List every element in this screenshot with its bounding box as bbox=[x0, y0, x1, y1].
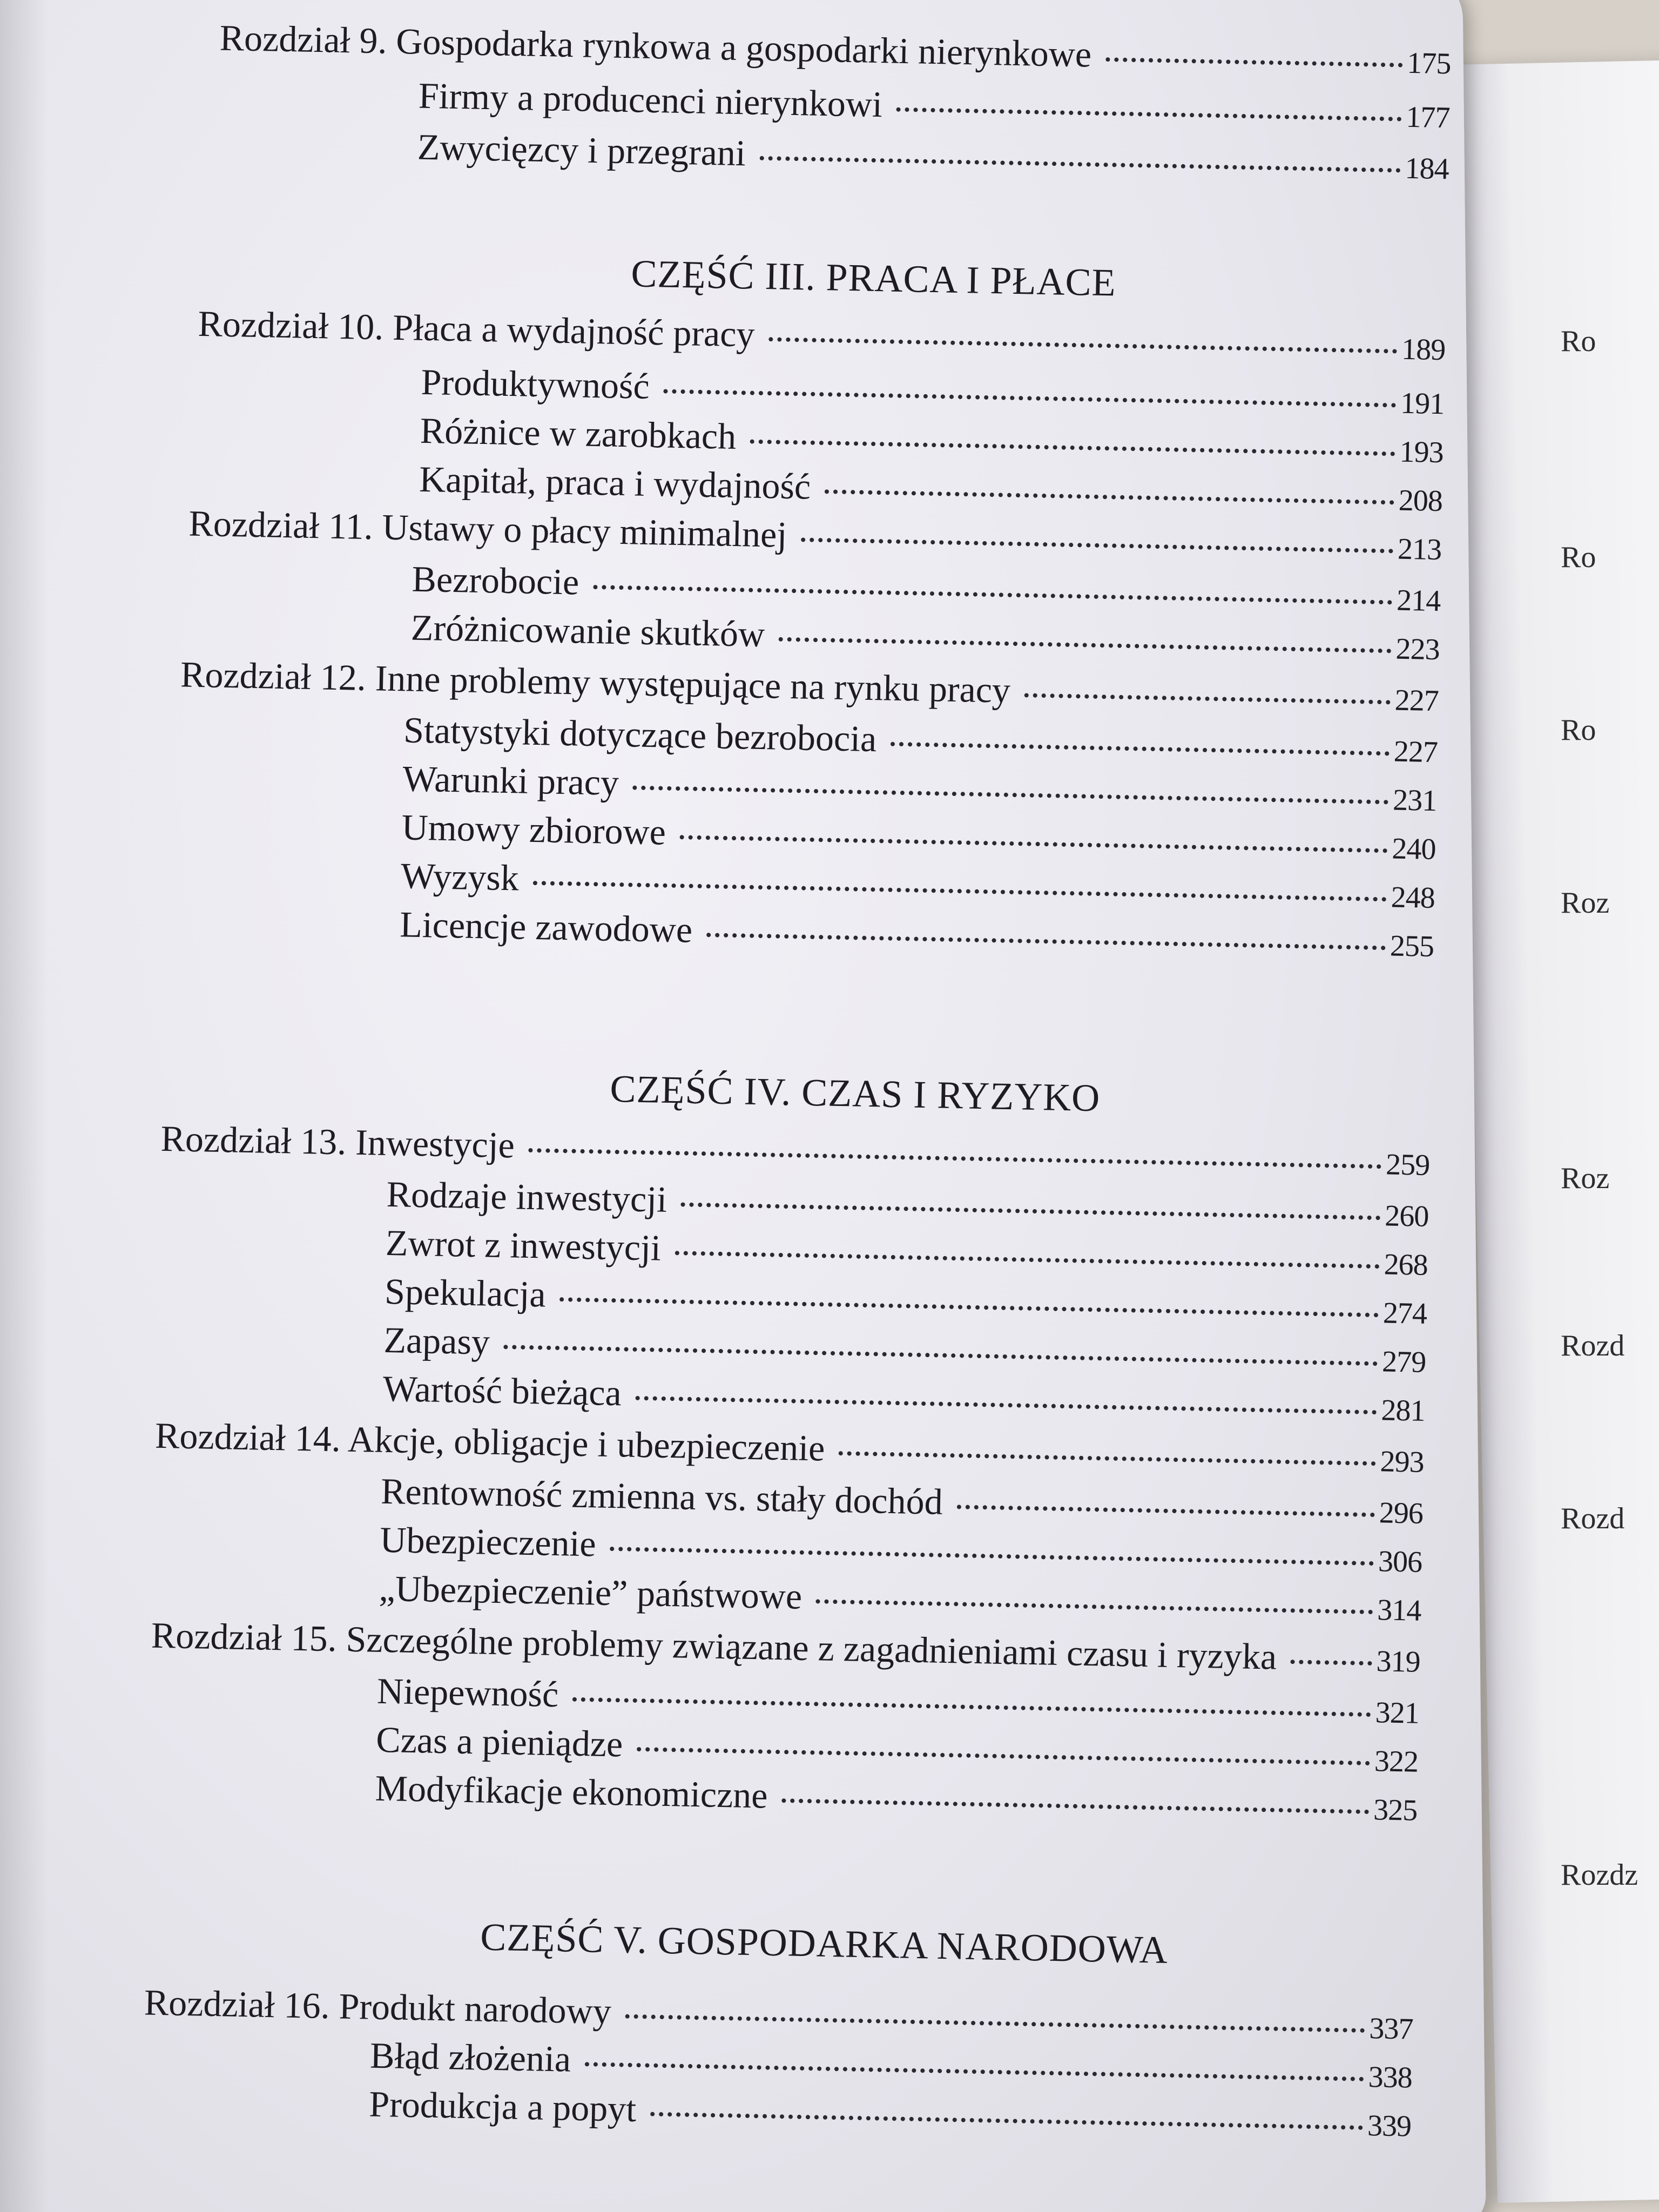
entry-title: Wartość bieżąca bbox=[382, 1367, 622, 1414]
dot-leader bbox=[779, 634, 1392, 653]
page-number: 321 bbox=[1375, 1696, 1420, 1730]
entry-title: Rozdział 11. Ustawy o płacy minimalnej bbox=[188, 502, 788, 555]
page-number: 223 bbox=[1395, 632, 1440, 667]
dot-leader bbox=[891, 739, 1390, 756]
dot-leader bbox=[572, 1694, 1371, 1717]
entry-title: Zwycięzcy i przegrani bbox=[417, 126, 746, 174]
dot-leader bbox=[825, 486, 1394, 504]
entry-title: Umowy zbiorowe bbox=[401, 806, 666, 853]
right-page-fragment: Rozdz bbox=[1561, 1858, 1638, 1892]
dot-leader bbox=[768, 334, 1397, 353]
right-page-fragment: Ro bbox=[1561, 541, 1596, 574]
page-number: 306 bbox=[1378, 1545, 1422, 1579]
dot-leader bbox=[816, 1596, 1373, 1614]
page-number: 189 bbox=[1401, 332, 1446, 367]
right-page-fragment: Rozd bbox=[1561, 1329, 1625, 1363]
dot-leader bbox=[1291, 1656, 1372, 1665]
page-number: 193 bbox=[1399, 435, 1444, 470]
page-number: 231 bbox=[1392, 783, 1437, 818]
dot-leader bbox=[650, 2109, 1363, 2130]
right-page-fragment: Roz bbox=[1561, 1162, 1610, 1195]
page-number: 191 bbox=[1400, 386, 1445, 421]
page-number: 255 bbox=[1390, 929, 1434, 964]
dot-leader bbox=[956, 1501, 1375, 1517]
page-number: 268 bbox=[1384, 1247, 1428, 1282]
page-number: 184 bbox=[1405, 151, 1449, 186]
entry-title: Zapasy bbox=[383, 1319, 490, 1363]
dot-leader bbox=[681, 1199, 1381, 1220]
entry-title: Rozdział 9. Gospodarka rynkowa a gospodarki nierynkowe bbox=[219, 17, 1092, 75]
dot-leader bbox=[750, 436, 1395, 456]
page-number: 319 bbox=[1375, 1644, 1421, 1679]
right-page-fragment: Roz bbox=[1561, 886, 1610, 920]
page-number: 279 bbox=[1381, 1345, 1426, 1379]
right-page-fragment: Ro bbox=[1561, 325, 1596, 358]
page-number: 208 bbox=[1398, 483, 1443, 518]
entry-title: Zwrot z inwestycji bbox=[385, 1222, 662, 1269]
dot-leader bbox=[839, 1448, 1376, 1466]
entry-title: Firmy a producenci nierynkowi bbox=[418, 75, 883, 125]
page-number: 339 bbox=[1367, 2109, 1412, 2143]
toc-entry bbox=[417, 126, 1449, 188]
entry-title: Statystyki dotyczące bezrobocia bbox=[403, 709, 878, 760]
dot-leader bbox=[585, 2059, 1364, 2081]
page-number: 325 bbox=[1373, 1793, 1418, 1827]
dot-leader bbox=[593, 582, 1392, 604]
toc-entry bbox=[418, 75, 1450, 137]
entry-title: Bezrobocie bbox=[411, 558, 580, 603]
dot-leader bbox=[680, 832, 1388, 853]
dot-leader bbox=[635, 1393, 1377, 1414]
dot-leader bbox=[1024, 690, 1391, 704]
toc-chapter bbox=[219, 17, 1451, 83]
page-number: 240 bbox=[1391, 832, 1437, 867]
page-number: 281 bbox=[1380, 1393, 1426, 1428]
toc-chapter bbox=[160, 1117, 1430, 1184]
dot-leader bbox=[533, 878, 1387, 901]
page-number: 322 bbox=[1374, 1744, 1419, 1779]
page-number: 314 bbox=[1377, 1593, 1421, 1628]
page-number: 260 bbox=[1384, 1199, 1429, 1233]
page-number: 175 bbox=[1406, 46, 1451, 81]
page-number: 227 bbox=[1393, 734, 1438, 770]
entry-title: Modyfikacje ekonomiczne bbox=[374, 1767, 768, 1816]
toc-chapter bbox=[198, 302, 1446, 369]
toc-chapter bbox=[144, 1981, 1413, 2048]
entry-title: Licencje zawodowe bbox=[399, 903, 693, 950]
dot-leader bbox=[559, 1294, 1379, 1317]
dot-leader bbox=[610, 1543, 1374, 1566]
dot-leader bbox=[504, 1341, 1378, 1366]
entry-title: Niepewność bbox=[376, 1670, 559, 1715]
page-number: 337 bbox=[1368, 2012, 1414, 2046]
entry-title: Wyzysk bbox=[400, 855, 520, 899]
dot-leader bbox=[760, 153, 1401, 173]
entry-title: Czas a pieniądze bbox=[375, 1718, 623, 1765]
part-heading: CZĘŚĆ III. PRACA I PŁACE bbox=[630, 252, 1117, 305]
entry-title: Warunki pracy bbox=[402, 758, 619, 804]
dot-leader bbox=[663, 386, 1396, 407]
entry-title: Rodzaje inwestycji bbox=[386, 1173, 667, 1220]
entry-title: Produktywność bbox=[420, 361, 650, 407]
entry-title: Rozdział 16. Produkt narodowy bbox=[144, 1981, 612, 2032]
dot-leader bbox=[801, 534, 1393, 553]
entry-title: Ubezpieczenie bbox=[379, 1519, 597, 1564]
page-number: 248 bbox=[1391, 880, 1435, 915]
entry-title: Różnice w zarobkach bbox=[420, 409, 737, 457]
entry-title: Błąd złożenia bbox=[369, 2034, 571, 2080]
page-number: 213 bbox=[1397, 532, 1442, 567]
part-heading: CZĘŚĆ IV. CZAS I RYZYKO bbox=[609, 1067, 1101, 1120]
dot-leader bbox=[1105, 54, 1403, 68]
entry-title: Spekulacja bbox=[384, 1270, 547, 1315]
dot-leader bbox=[625, 2011, 1365, 2033]
entry-title: Produkcja a popyt bbox=[368, 2083, 637, 2130]
page-number: 338 bbox=[1368, 2060, 1413, 2095]
page-number: 274 bbox=[1382, 1296, 1427, 1331]
entry-title: Zróżnicowanie skutków bbox=[410, 606, 765, 655]
page-number: 214 bbox=[1396, 583, 1441, 618]
entry-title: Rozdział 14. Akcje, obligacje i ubezpieczenie bbox=[154, 1414, 826, 1469]
entry-title: Rozdział 12. Inne problemy występujące na rynku pracy bbox=[180, 653, 1011, 711]
page-number: 259 bbox=[1385, 1148, 1430, 1182]
page-number: 296 bbox=[1379, 1496, 1424, 1530]
entry-title: Rozdział 13. Inwestycje bbox=[160, 1117, 515, 1166]
entry-title: Rozdział 10. Płaca a wydajność pracy bbox=[197, 302, 756, 355]
part-heading: CZĘŚĆ V. GOSPODARKA NARODOWA bbox=[480, 1915, 1169, 1972]
dot-leader bbox=[637, 1744, 1370, 1765]
right-page-fragment: Ro bbox=[1561, 713, 1596, 747]
page-number: 227 bbox=[1394, 683, 1439, 718]
dot-leader bbox=[896, 104, 1402, 122]
entry-title: Rentowność zmienna vs. stały dochód bbox=[380, 1470, 943, 1522]
page-number: 177 bbox=[1405, 100, 1451, 135]
dot-leader bbox=[781, 1795, 1369, 1814]
dot-leader bbox=[529, 1145, 1382, 1169]
dot-leader bbox=[633, 783, 1389, 805]
dot-leader bbox=[675, 1247, 1380, 1269]
right-page-fragment: Rozd bbox=[1561, 1502, 1625, 1535]
entry-title: „Ubezpieczenie” państwowe bbox=[379, 1567, 802, 1617]
dot-leader bbox=[706, 929, 1386, 950]
page-number: 293 bbox=[1380, 1445, 1425, 1479]
entry-title: Rozdział 15. Szczególne problemy związane z zagadnieniami czasu i ryzyka bbox=[151, 1614, 1277, 1677]
entry-title: Kapitał, praca i wydajność bbox=[419, 458, 811, 507]
